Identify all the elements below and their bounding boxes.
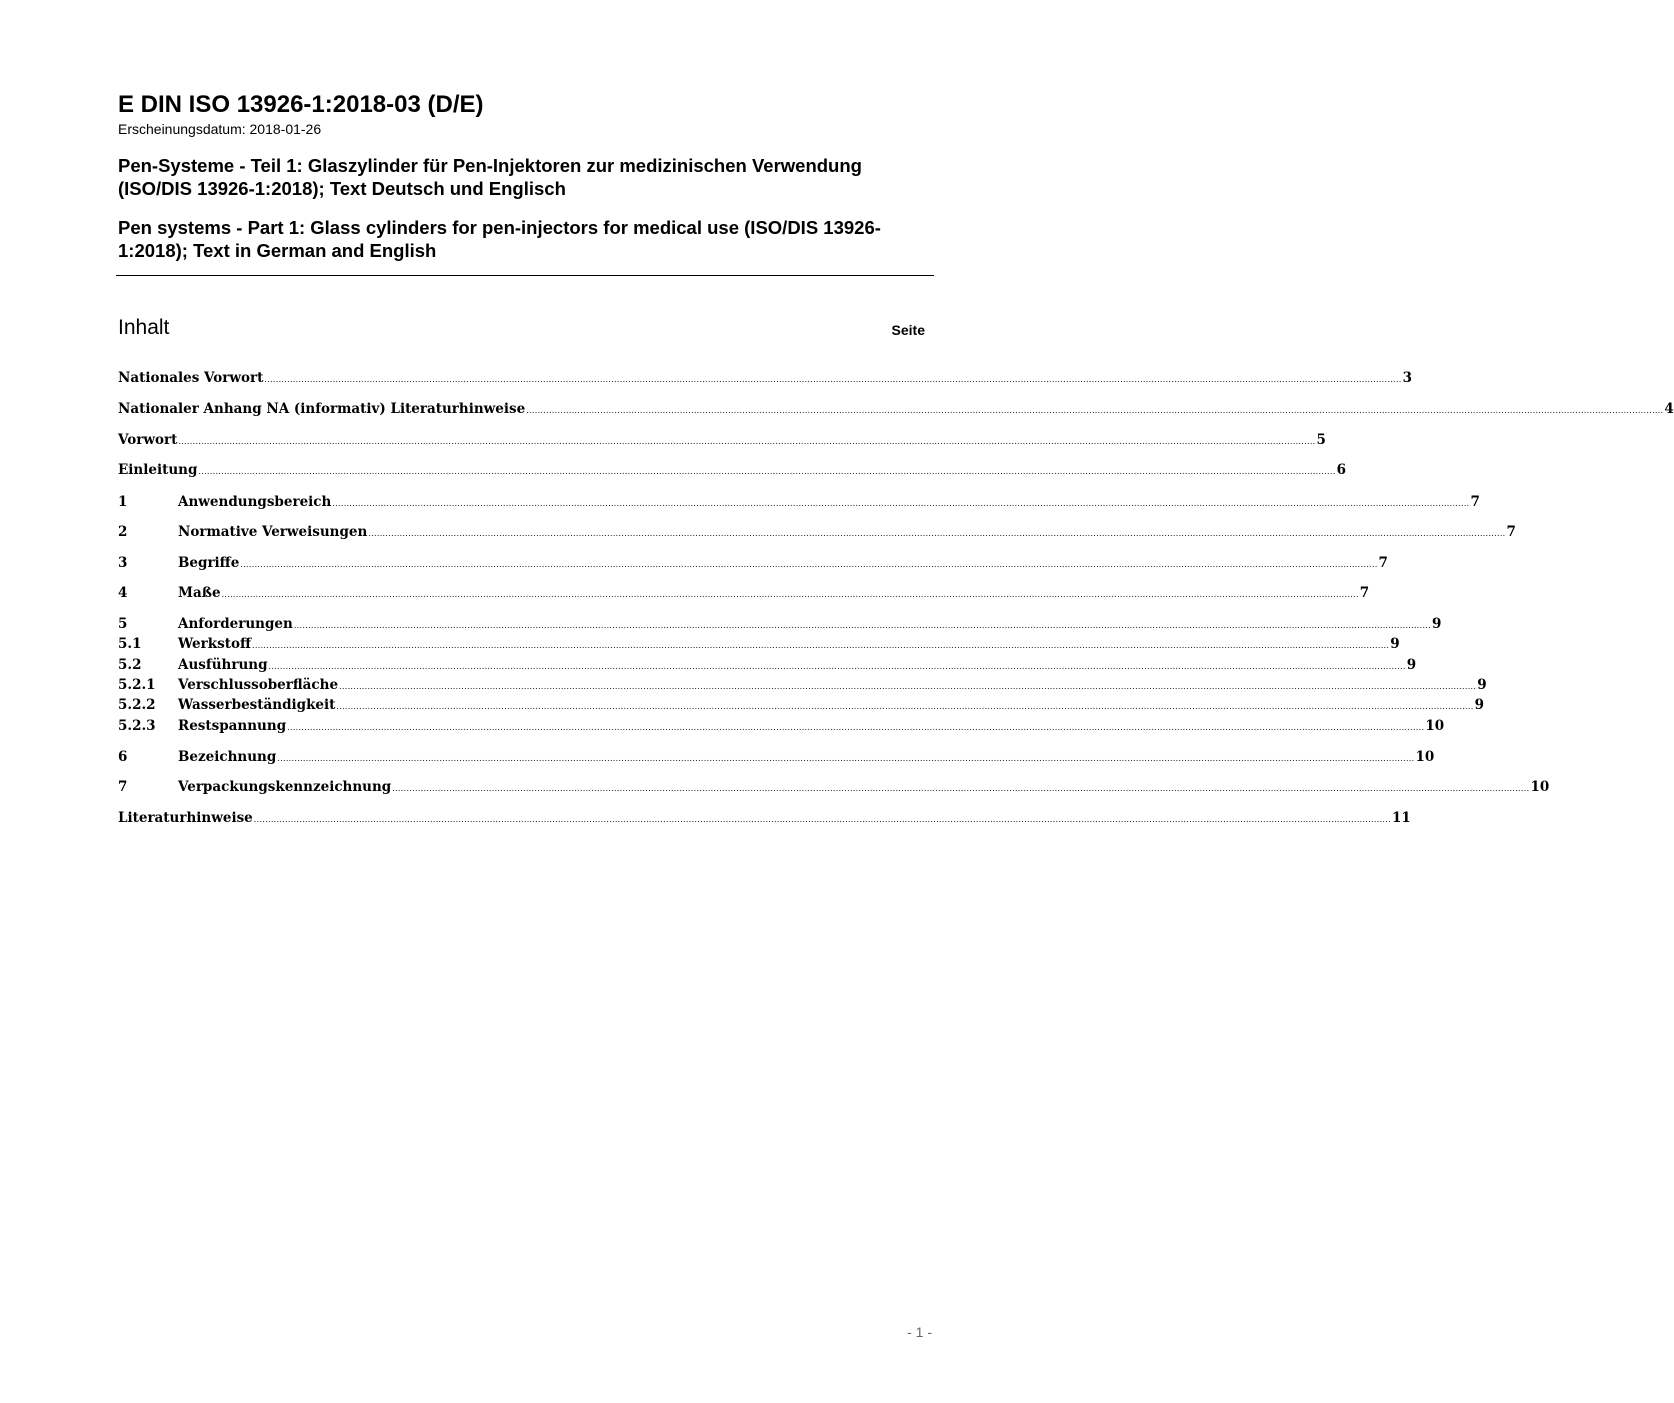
- toc-entry-number: 4: [118, 585, 128, 601]
- toc-entry-page: 9: [1474, 697, 1484, 713]
- toc-entry[interactable]: [118, 555, 1388, 575]
- dot-leader: ................................................................................................................................................................................................................................................................................................................................................................................................................: [336, 702, 1474, 711]
- toc-entry[interactable]: [118, 657, 1417, 677]
- dot-leader: ................................................................................................................................................................................................................................................................................................................................................................................................................: [368, 529, 1506, 538]
- page-number: - 1 -: [907, 1324, 932, 1340]
- toc-entry-title: Verpackungskennzeichnung: [178, 779, 392, 795]
- toc-entry[interactable]: [118, 401, 1674, 421]
- toc-entry-page: 10: [1415, 749, 1435, 765]
- toc-entry[interactable]: [118, 749, 1435, 769]
- toc-entry-page: 9: [1406, 657, 1417, 673]
- toc-entry[interactable]: [118, 677, 1487, 697]
- toc-entry-title: Verschlussoberfläche: [178, 677, 339, 693]
- toc-entry[interactable]: [118, 718, 1445, 738]
- dot-leader: ................................................................................................................................................................................................................................................................................................................................................................................................................: [221, 590, 1359, 599]
- toc-entry[interactable]: [118, 370, 1412, 390]
- toc-entry-page: 7: [1359, 585, 1370, 601]
- toc-entry-number: 7: [118, 779, 128, 795]
- dot-leader: ................................................................................................................................................................................................................................................................................................................................................................................................................: [339, 682, 1477, 691]
- dot-leader: ................................................................................................................................................................................................................................................................................................................................................................................................................: [392, 784, 1530, 793]
- toc-entry-number: 5.2.1: [118, 677, 156, 693]
- toc-entry-number: 2: [118, 524, 128, 540]
- dot-leader: ................................................................................................................................................................................................................................................................................................................................................................................................................: [293, 621, 1432, 630]
- toc-entry[interactable]: [118, 494, 1480, 514]
- toc-entry-title: Einleitung: [118, 462, 198, 478]
- toc-entry[interactable]: [118, 432, 1326, 452]
- toc-entry-number: 5.2.3: [118, 718, 156, 734]
- document-title: E DIN ISO 13926-1:2018-03 (D/E): [118, 91, 484, 118]
- dot-leader: ................................................................................................................................................................................................................................................................................................................................................................................................................: [268, 662, 1406, 671]
- toc-entry-page: 3: [1402, 370, 1412, 386]
- toc-entry[interactable]: [118, 616, 1442, 636]
- toc-entry-page: 4: [1664, 401, 1674, 417]
- toc-entry-title: Bezeichnung: [178, 749, 277, 765]
- toc-entry-number: 5.2: [118, 657, 142, 673]
- dot-leader: ................................................................................................................................................................................................................................................................................................................................................................................................................: [253, 815, 1391, 824]
- toc-entry-number: 3: [118, 555, 128, 571]
- dot-leader: ................................................................................................................................................................................................................................................................................................................................................................................................................: [178, 437, 1316, 446]
- toc-entry-title: Nationales Vorwort: [118, 370, 264, 386]
- toc-entry-title: Restspannung: [178, 718, 287, 734]
- toc-entry-page: 10: [1530, 779, 1550, 795]
- toc-entry-title: Maße: [178, 585, 221, 601]
- publication-date: Erscheinungsdatum: 2018-01-26: [118, 121, 322, 137]
- toc-entry[interactable]: [118, 462, 1346, 482]
- toc-entry-number: 1: [118, 494, 128, 510]
- document-header: [118, 90, 934, 262]
- toc-entry-page: 11: [1391, 810, 1411, 826]
- toc-entry[interactable]: [118, 524, 1516, 544]
- toc-entry-title: Anforderungen: [178, 616, 293, 632]
- toc-entry-title: Literaturhinweise: [118, 810, 253, 826]
- toc-entry-page: 7: [1470, 494, 1480, 510]
- dot-leader: ................................................................................................................................................................................................................................................................................................................................................................................................................: [240, 560, 1378, 569]
- toc-entry[interactable]: [118, 779, 1550, 799]
- toc-entry-number: 5: [118, 616, 128, 632]
- toc-entry[interactable]: [118, 636, 1400, 656]
- toc-entry-title: Ausführung: [178, 657, 268, 673]
- toc-entry-page: 7: [1378, 555, 1388, 571]
- toc-entry[interactable]: [118, 697, 1484, 717]
- toc-entry-title: Anwendungsbereich: [178, 494, 332, 510]
- toc-entry-page: 9: [1432, 616, 1442, 632]
- toc-page-label: Seite: [891, 322, 925, 338]
- toc-entry-title: Normative Verweisungen: [178, 524, 368, 540]
- toc-entry-title: Begriffe: [178, 555, 240, 571]
- toc-entry-page: 6: [1336, 462, 1346, 478]
- toc-entry-page: 5: [1316, 432, 1326, 448]
- dot-leader: ................................................................................................................................................................................................................................................................................................................................................................................................................: [264, 375, 1402, 384]
- toc-entry-number: 5.2.2: [118, 697, 156, 713]
- title-english: Pen systems - Part 1: Glass cylinders for pen-injectors for medical use (ISO/DIS 13926-1:2018); Text in German and English: [118, 217, 881, 261]
- dot-leader: ................................................................................................................................................................................................................................................................................................................................................................................................................: [332, 499, 1470, 508]
- toc-entry[interactable]: [118, 585, 1370, 605]
- toc-entry-page: 7: [1506, 524, 1516, 540]
- toc-entry-page: 9: [1390, 636, 1400, 652]
- title-german: Pen-Systeme - Teil 1: Glaszylinder für Pen-Injektoren zur medizinischen Verwendung (ISO/DIS 13926-1:2018); Text Deutsch und Englisch: [118, 155, 862, 199]
- toc-heading: Inhalt: [118, 316, 170, 339]
- toc-entry-title: Wasserbeständigkeit: [178, 697, 336, 713]
- dot-leader: ................................................................................................................................................................................................................................................................................................................................................................................................................: [287, 723, 1425, 732]
- toc-entry-page: 9: [1477, 677, 1487, 693]
- toc-entry-number: 5.1: [118, 636, 142, 652]
- toc-entry-number: 6: [118, 749, 128, 765]
- toc-entry-title: Nationaler Anhang NA (informativ) Literaturhinweise: [118, 401, 526, 417]
- dot-leader: ................................................................................................................................................................................................................................................................................................................................................................................................................: [198, 467, 1336, 476]
- toc-entry-title: Vorwort: [118, 432, 178, 448]
- toc-entry-title: Werkstoff: [178, 636, 252, 652]
- dot-leader: ................................................................................................................................................................................................................................................................................................................................................................................................................: [526, 406, 1664, 415]
- header-divider: [116, 275, 934, 276]
- toc-entry[interactable]: [118, 810, 1411, 830]
- dot-leader: ................................................................................................................................................................................................................................................................................................................................................................................................................: [252, 641, 1390, 650]
- toc-entry-page: 10: [1425, 718, 1445, 734]
- dot-leader: ................................................................................................................................................................................................................................................................................................................................................................................................................: [277, 754, 1415, 763]
